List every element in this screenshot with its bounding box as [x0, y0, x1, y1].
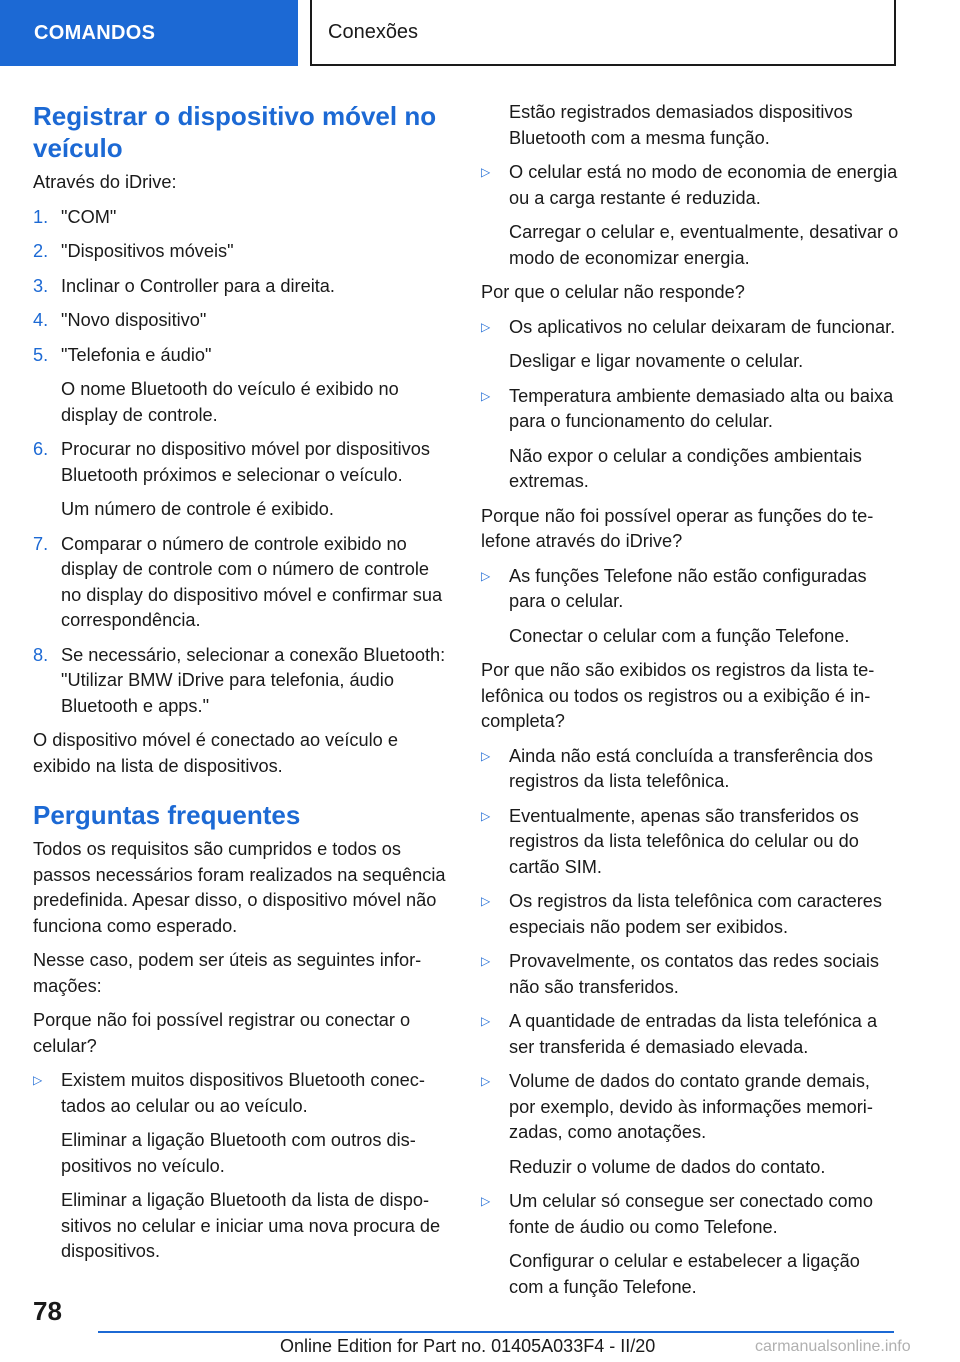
triangle-bullet-icon: ▷: [481, 1014, 491, 1028]
step-text: "Telefonia e áudio": [61, 344, 212, 365]
triangle-bullet-icon: ▷: [481, 388, 491, 403]
bullet-item: [481, 564, 899, 615]
triangle-bullet-icon: ▷: [481, 954, 491, 968]
intro-text: Através do iDrive:: [33, 172, 177, 192]
bullet-item: [481, 804, 899, 881]
step-item: [33, 643, 449, 720]
solution-text: Conectar o celular com a função Telefone.: [509, 625, 850, 646]
chapter-tab[interactable]: COMANDOS: [0, 0, 298, 66]
bullet-item: [33, 1068, 449, 1119]
footer-edition: Online Edition for Part no. 01405A033F4 - II/20: [280, 1336, 656, 1356]
step-text: "Novo dispositivo": [61, 310, 207, 330]
step-number: 8.: [33, 644, 49, 665]
bullet-text: Existem muitos dispositivos Bluetooth conectados ao celular ou ao veículo.: [61, 1070, 425, 1116]
step-text: Se necessário, selecionar a conexão Bluetooth: "Utilizar BMW iDrive para telefonia, áudio Bluetooth e apps.": [61, 644, 446, 716]
step-number: 2.: [33, 241, 49, 261]
heading-register-device: Registrar o dispositivo móvel no veículo: [33, 101, 437, 163]
bullet-text: Ainda não está concluída a transferência dos registros da lista telefônica.: [509, 745, 873, 791]
faq-question: Por que o celular não responde?: [481, 282, 745, 302]
triangle-bullet-icon: ▷: [481, 1194, 491, 1208]
bullet-text: Temperatura ambiente demasiado alta ou baixa para o funcionamento do celular.: [509, 385, 894, 431]
triangle-bullet-icon: ▷: [481, 165, 491, 179]
bullet-text: Volume de dados do contato grande demais, por exemplo, devido às informações memorizadas, como anotações.: [509, 1071, 873, 1142]
triangle-bullet-icon: ▷: [481, 748, 491, 763]
bullet-text: Provavelmente, os contatos das redes sociais não são transferidos.: [509, 951, 880, 997]
bullet-item: [481, 315, 899, 341]
step-number: 1.: [33, 206, 49, 227]
bullet-item: [481, 1069, 899, 1146]
triangle-bullet-icon: ▷: [481, 808, 491, 823]
bullet-item: [481, 949, 899, 1000]
step-text: Inclinar o Controller para a direita.: [61, 275, 335, 296]
bullet-continuation: Estão registrados demasiados dispositivos Bluetooth com a mesma função.: [509, 102, 853, 148]
step-text: "Dispositivos móveis": [61, 241, 234, 261]
step-item: [33, 532, 449, 634]
bullet-text: A quantidade de entradas da lista telefónica a ser transferida é demasiado elevada.: [509, 1011, 878, 1057]
faq-question: Porque não foi possível registrar ou conectar o celular?: [33, 1010, 411, 1056]
faq-paragraph: Todos os requisitos são cumpridos e todos os passos necessários foram realizados na sequência predefinida. Apesar disso, o dispositivo móvel não funciona como esperado.: [33, 839, 446, 936]
heading-faq: Perguntas frequentes: [33, 800, 301, 830]
step-text: Procurar no dispositivo móvel por dispositivos Bluetooth próximos e selecionar o veículo.: [61, 439, 430, 485]
left-column: [33, 100, 449, 1274]
bullet-text: Os registros da lista telefônica com caracteres especiais não podem ser exibidos.: [509, 891, 882, 937]
triangle-bullet-icon: ▷: [481, 319, 491, 334]
bullet-item: [481, 744, 899, 795]
bullet-item: [481, 384, 899, 435]
step-text: "COM": [61, 206, 117, 227]
step-item: [33, 239, 449, 265]
bullet-item: [481, 160, 899, 211]
step-number: 5.: [33, 344, 49, 365]
footer-divider: [98, 1331, 894, 1333]
bullet-text: Os aplicativos no celular deixaram de funcionar.: [509, 316, 896, 337]
solution-text: Eliminar a ligação Bluetooth com outros dispositivos no veículo.: [61, 1130, 416, 1176]
step-item: [33, 437, 449, 488]
solution-text: Desligar e ligar novamente o celular.: [509, 351, 804, 371]
step-item: [33, 308, 449, 334]
solution-text: Carregar o celular e, eventualmente, desativar o modo de economizar energia.: [509, 222, 899, 268]
watermark: carmanualsonline.info: [755, 1338, 911, 1355]
faq-question: Por que não são exibidos os registros da lista telefônica ou todos os registros ou a exibição é incompleta?: [481, 660, 875, 731]
faq-paragraph: Nesse caso, podem ser úteis as seguintes informações:: [33, 950, 422, 996]
triangle-bullet-icon: ▷: [481, 1074, 491, 1088]
bullet-item: [481, 1189, 899, 1240]
step-item: [33, 274, 449, 300]
step-number: 6.: [33, 439, 49, 459]
solution-text: Configurar o celular e estabelecer a ligação com a função Telefone.: [509, 1251, 860, 1297]
step-item: [33, 205, 449, 231]
solution-text: Eliminar a ligação Bluetooth da lista de dispositivos no celular e iniciar uma nova procura de dispositivos.: [61, 1190, 441, 1261]
faq-question: Porque não foi possível operar as funções do telefone através do iDrive?: [481, 505, 874, 551]
page-number: 78: [33, 1296, 62, 1326]
step-item: [33, 343, 449, 369]
step-note: Um número de controle é exibido.: [61, 499, 334, 519]
step-note: O nome Bluetooth do veículo é exibido no display de controle.: [61, 379, 399, 425]
triangle-bullet-icon: ▷: [33, 1073, 43, 1087]
step-text: Comparar o número de controle exibido no display de controle com o número de controle no display do dispositivo móvel e confirmar sua correspondência.: [61, 533, 443, 630]
triangle-bullet-icon: ▷: [481, 568, 491, 583]
bullet-text: O celular está no modo de economia de energia ou a carga restante é reduzida.: [509, 162, 898, 208]
section-header: Conexões: [310, 0, 896, 66]
step-number: 3.: [33, 275, 49, 296]
outro-text: O dispositivo móvel é conectado ao veículo e exibido na lista de dispositivos.: [33, 730, 398, 776]
step-number: 7.: [33, 533, 49, 554]
bullet-text: Um celular só consegue ser conectado como fonte de áudio ou como Telefone.: [509, 1191, 873, 1237]
step-number: 4.: [33, 310, 49, 330]
right-column: [481, 100, 899, 1309]
bullet-item: [481, 889, 899, 940]
solution-text: Reduzir o volume de dados do contato.: [509, 1156, 826, 1177]
bullet-item: [481, 1009, 899, 1060]
solution-text: Não expor o celular a condições ambientais extremas.: [509, 445, 862, 491]
bullet-text: As funções Telefone não estão configuradas para o celular.: [509, 565, 867, 611]
bullet-text: Eventualmente, apenas são transferidos os registros da lista telefônica do celular ou do cartão SIM.: [509, 805, 859, 877]
triangle-bullet-icon: ▷: [481, 894, 491, 908]
